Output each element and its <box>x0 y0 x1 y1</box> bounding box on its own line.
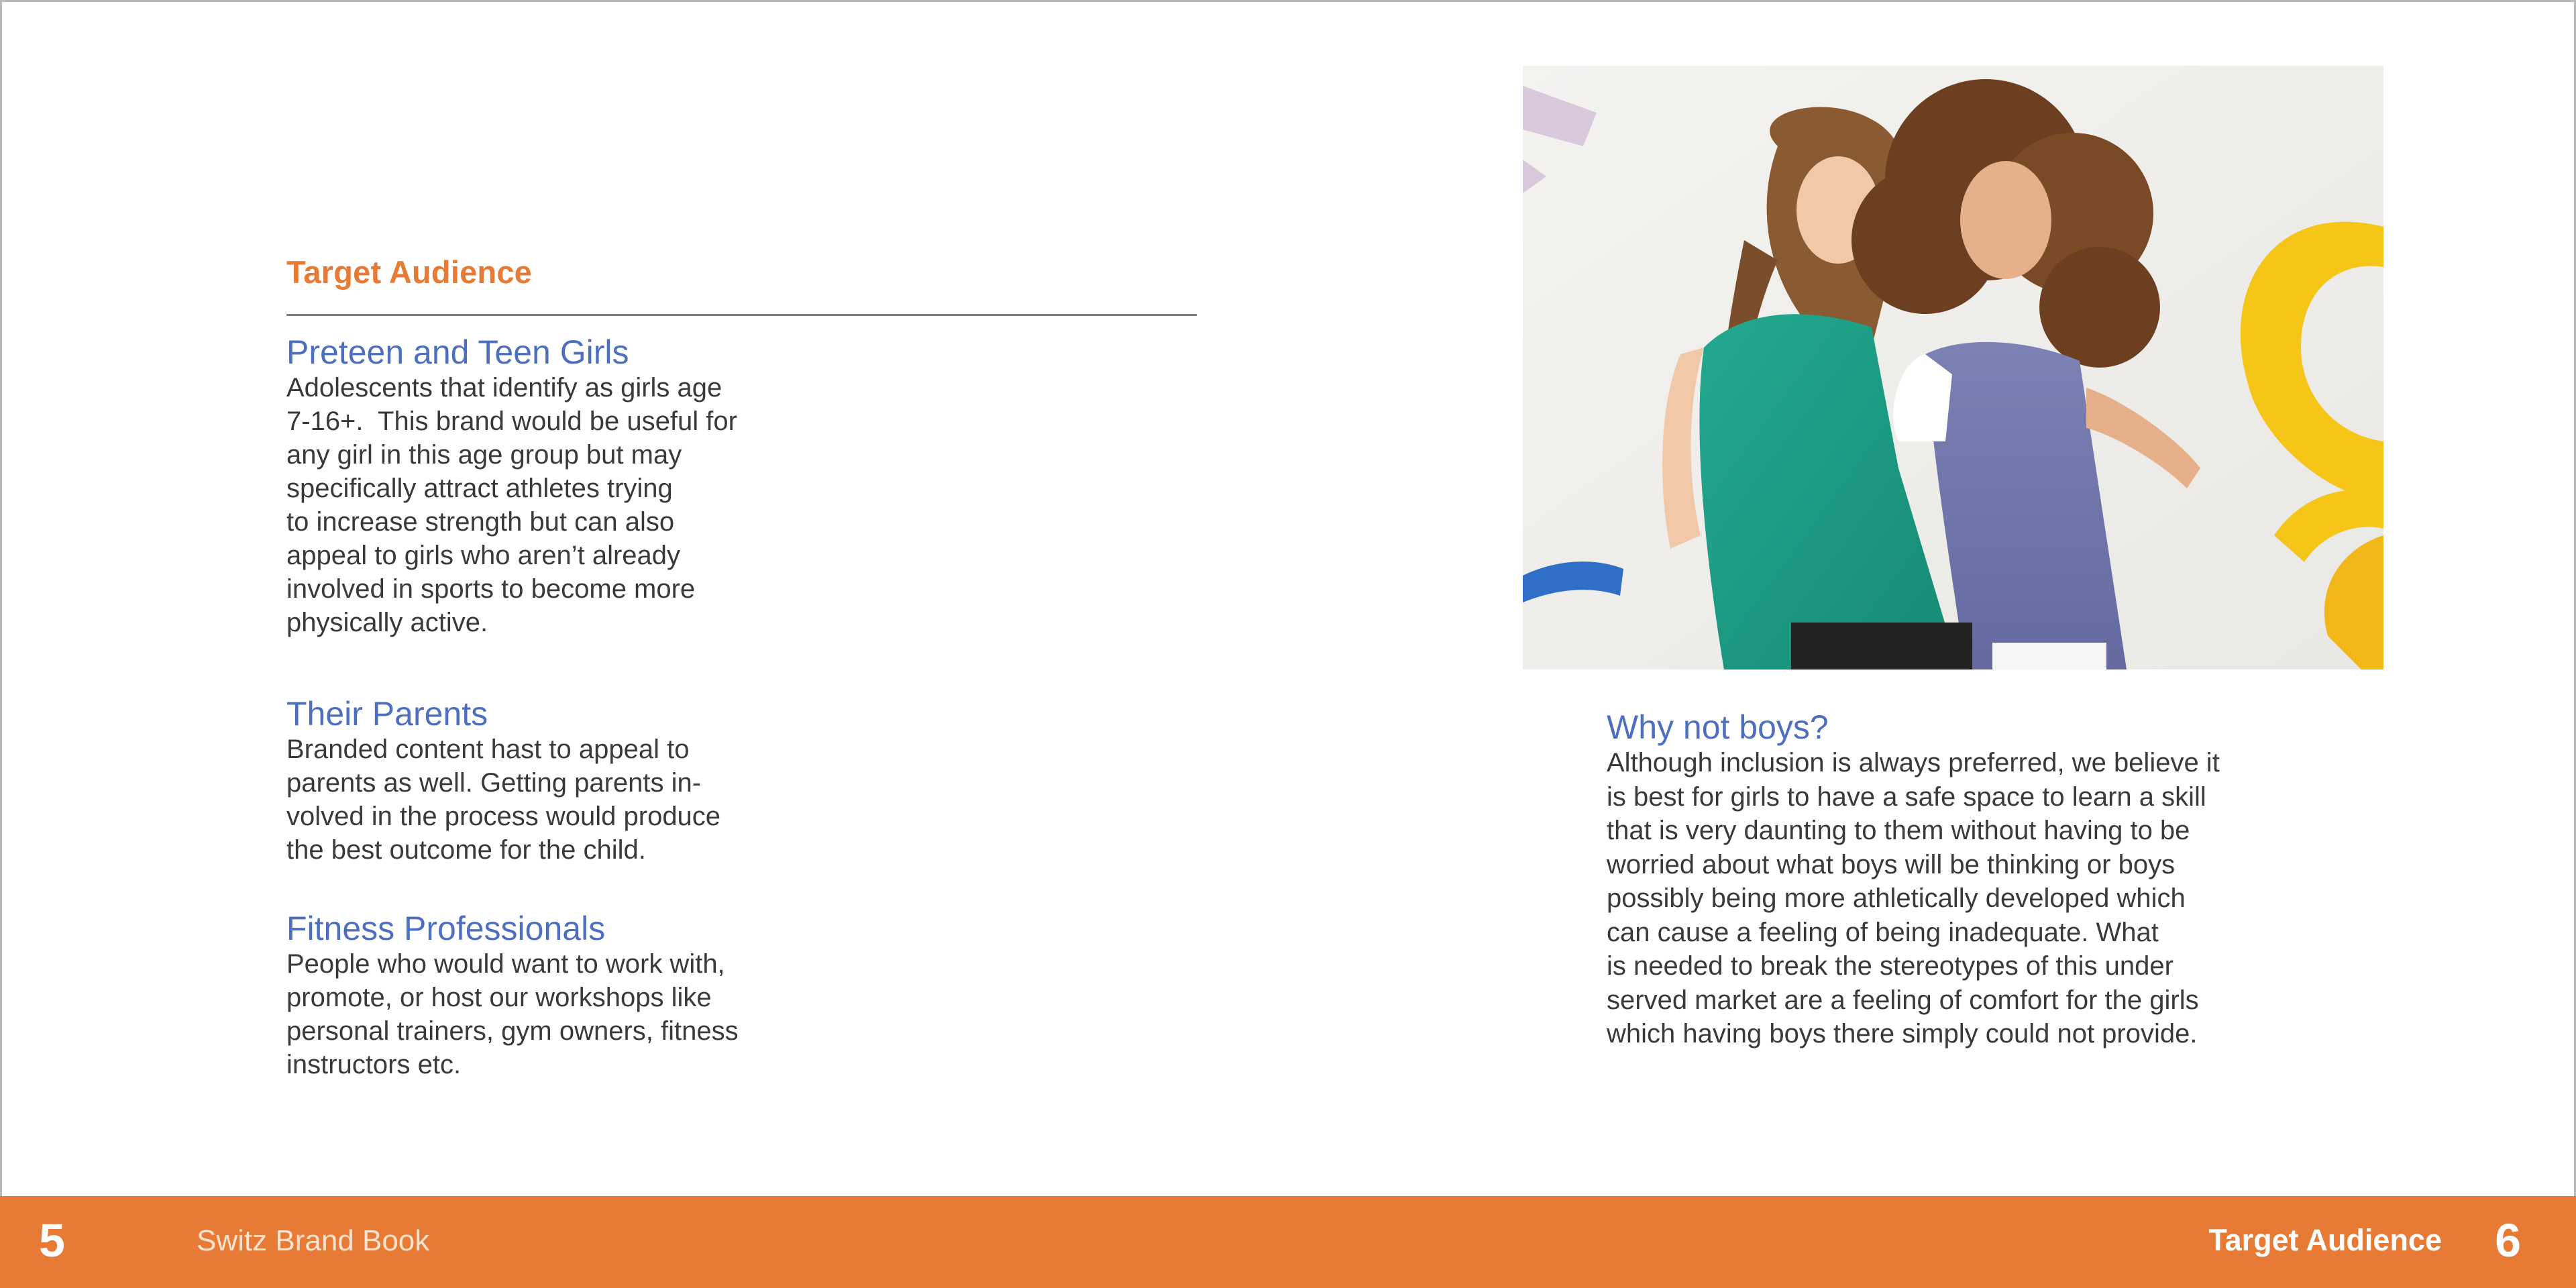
audience-block-parents <box>286 695 783 867</box>
text-line: physically active. <box>286 608 488 637</box>
book-title: Switz Brand Book <box>197 1224 430 1257</box>
text-line: Branded content hast to appeal to <box>286 735 690 764</box>
text-line: the best outcome for the child. <box>286 835 646 865</box>
text-line: 7-16+. This brand would be useful for <box>286 407 737 436</box>
audience-description <box>286 371 783 639</box>
text-line: parents as well. Getting parents in- <box>286 768 702 798</box>
section-title: Target Audience <box>286 254 533 290</box>
text-line: served market are a feeling of comfort for the girls <box>1607 985 2199 1015</box>
text-line: involved in sports to become more <box>286 574 696 604</box>
text-line: Adolescents that identify as girls age <box>286 373 722 402</box>
text-line: to increase strength but can also <box>286 507 675 537</box>
audience-description <box>286 733 783 867</box>
text-line: that is very daunting to them without having to be <box>1607 816 2190 845</box>
text-line: personal trainers, gym owners, fitness <box>286 1016 739 1046</box>
audience-description <box>286 947 796 1081</box>
text-line: can cause a feeling of being inadequate. What <box>1607 917 2159 947</box>
why-not-boys-heading: Why not boys? <box>1607 708 1829 746</box>
text-line: worried about what boys will be thinking or boys <box>1607 849 2176 879</box>
text-line: is best for girls to have a safe space to learn a skill <box>1607 782 2206 812</box>
text-line: promote, or host our workshops like <box>286 983 712 1012</box>
text-line: specifically attract athletes trying <box>286 474 673 503</box>
footer-section-name: Target Audience <box>2208 1223 2442 1257</box>
text-line: appeal to girls who aren’t already <box>286 541 681 570</box>
section-divider <box>286 314 1197 316</box>
text-line: any girl in this age group but may <box>286 440 682 470</box>
right-page-number: 6 <box>2495 1214 2521 1267</box>
text-line: Although inclusion is always preferred, we believe it <box>1607 748 2220 777</box>
audience-heading: Fitness Professionals <box>286 910 606 947</box>
text-line: instructors etc. <box>286 1050 462 1079</box>
text-line: volved in the process would produce <box>286 802 721 831</box>
why-not-boys-description <box>1607 746 2277 1051</box>
audience-heading: Their Parents <box>286 695 488 733</box>
two-girls-photo <box>1523 66 2383 669</box>
audience-block-fitness-professionals <box>286 910 796 1081</box>
text-line: possibly being more athletically developed which <box>1607 883 2186 913</box>
text-line: which having boys there simply could not provide. <box>1607 1019 2198 1049</box>
audience-heading: Preteen and Teen Girls <box>286 333 629 371</box>
left-page-number: 5 <box>39 1214 65 1267</box>
text-line: is needed to break the stereotypes of this under <box>1607 951 2174 981</box>
audience-block-teen-girls <box>286 333 783 639</box>
text-line: People who would want to work with, <box>286 949 725 979</box>
why-not-boys-block <box>1607 708 2277 1051</box>
footer-bar <box>0 1196 2576 1288</box>
